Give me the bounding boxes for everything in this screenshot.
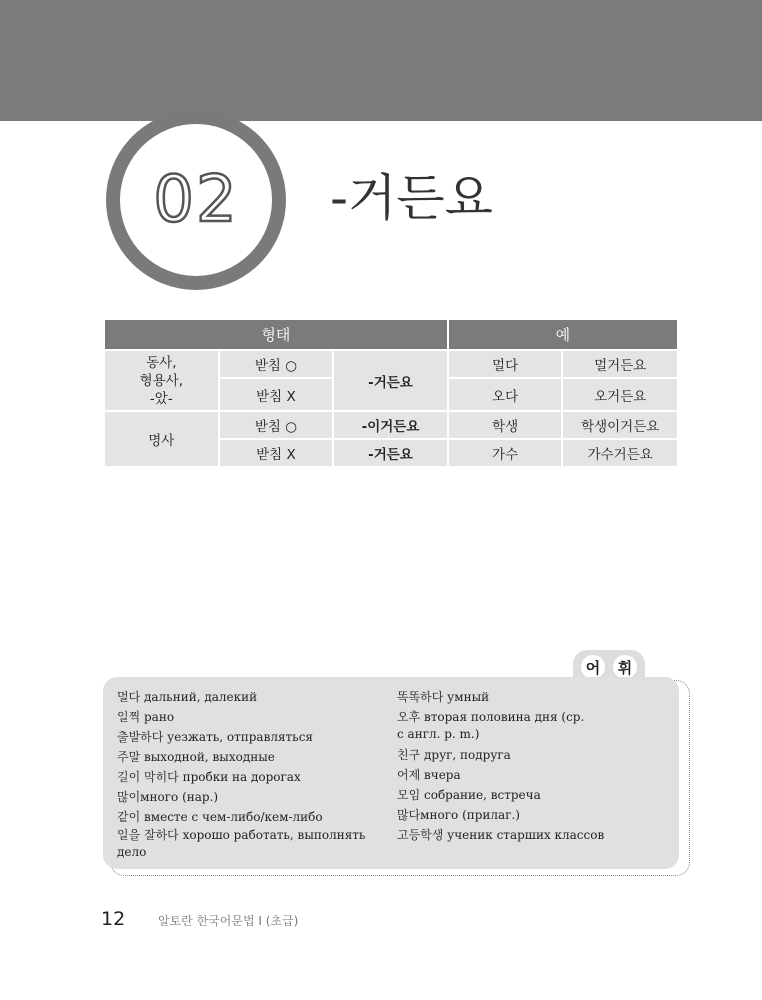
header-form: 형태 [104, 319, 448, 350]
word-cell: 학생 [448, 411, 563, 439]
vocab-item: 출발하다 уезжать, отправляться [117, 730, 313, 744]
vocab-item: 모임 собрание, встреча [397, 788, 541, 802]
ending-cell: -거든요 [333, 439, 448, 467]
vocab-item: 어제 вчера [397, 768, 461, 782]
vocab-item: 주말 выходной, выходные [117, 750, 275, 764]
header-example: 예 [448, 319, 678, 350]
vocab-item: 길이 막히다 пробки на дорогах [117, 770, 301, 784]
vocab-tab-char: 어 [581, 655, 605, 679]
word-cell: 가수 [448, 439, 563, 467]
vocab-item: 일을 잘하다 хорошо работать, выполнять дело [117, 828, 366, 859]
book-title: 알토란 한국어문법 I (초급) [158, 914, 299, 928]
cond-cell: 받침 ○ [219, 350, 334, 378]
page-title: -거든요 [330, 169, 493, 227]
vocab-item: 고등학생 ученик старших классов [397, 828, 605, 842]
ending-cell: -이거든요 [333, 411, 448, 439]
chapter-number: 02 [153, 163, 239, 237]
header-band [0, 0, 762, 121]
group-cell: 명사 [104, 411, 219, 467]
word-cell: 멀다 [448, 350, 563, 378]
vocab-item: 많이много (нар.) [117, 790, 219, 804]
vocab-item: 오후 вторая половина дня (ср. с англ. p. m.) [397, 710, 585, 741]
vocab-item: 친구 друг, подруга [397, 748, 511, 762]
vocab-box [103, 677, 679, 869]
vocab-tab-char: 휘 [613, 655, 637, 679]
example-cell: 가수거든요 [562, 439, 678, 467]
vocab-item: 일찍 рано [117, 710, 175, 724]
cond-cell: 받침 X [219, 439, 334, 467]
grammar-table [103, 318, 679, 468]
cond-cell: 받침 ○ [219, 411, 334, 439]
group-cell: 동사, 형용사, -았- [104, 350, 219, 411]
vocab-item: 똑똑하다 умный [397, 690, 490, 704]
ending-cell: -거든요 [333, 350, 448, 411]
table-row [104, 350, 678, 378]
table-row [104, 411, 678, 439]
example-cell: 오거든요 [562, 378, 678, 411]
page-number: 12 [101, 908, 126, 930]
example-cell: 학생이거든요 [562, 411, 678, 439]
vocab-right [385, 687, 665, 859]
cond-cell: 받침 X [219, 378, 334, 411]
vocab-left [117, 687, 385, 859]
vocab-item: 멀다 дальний, далекий [117, 690, 258, 704]
word-cell: 오다 [448, 378, 563, 411]
vocab-item: 같이 вместе с чем-либо/кем-либо [117, 810, 323, 824]
example-cell: 멀거든요 [562, 350, 678, 378]
vocab-item: 많다много (прилаг.) [397, 808, 520, 822]
